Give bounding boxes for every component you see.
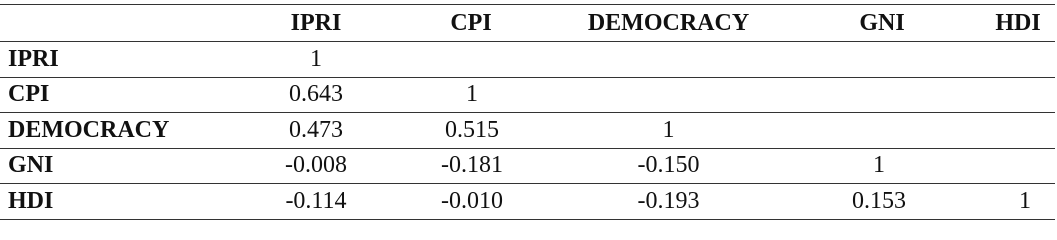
header-row <box>0 5 1055 42</box>
table-cell: 1 <box>793 148 963 184</box>
correlation-table <box>0 4 1055 220</box>
table-cell: -0.008 <box>228 148 412 184</box>
table-cell: 0.515 <box>412 113 548 149</box>
table-row <box>0 77 1055 113</box>
header-corner-cell <box>0 5 228 42</box>
table-cell <box>412 42 548 78</box>
row-label-cpi: CPI <box>0 77 228 113</box>
column-header-hdi: HDI <box>963 5 1055 42</box>
table-cell: -0.114 <box>228 184 412 220</box>
table-cell <box>793 113 963 149</box>
table-cell: 1 <box>228 42 412 78</box>
row-label-democracy: DEMOCRACY <box>0 113 228 149</box>
column-header-ipri: IPRI <box>228 5 412 42</box>
column-header-gni: GNI <box>793 5 963 42</box>
table-cell: 0.153 <box>793 184 963 220</box>
table-row <box>0 113 1055 149</box>
table-cell <box>793 42 963 78</box>
table-cell <box>548 42 793 78</box>
table-cell: 0.643 <box>228 77 412 113</box>
table-cell: 0.473 <box>228 113 412 149</box>
table-cell <box>963 113 1055 149</box>
table-cell <box>793 77 963 113</box>
row-label-hdi: HDI <box>0 184 228 220</box>
table-row <box>0 42 1055 78</box>
table-cell: 1 <box>963 184 1055 220</box>
table-cell: 1 <box>548 113 793 149</box>
table-cell: -0.010 <box>412 184 548 220</box>
table-cell: -0.150 <box>548 148 793 184</box>
column-header-democracy: DEMOCRACY <box>548 5 793 42</box>
table-cell <box>963 42 1055 78</box>
table-cell: 1 <box>412 77 548 113</box>
column-header-cpi: CPI <box>412 5 548 42</box>
table-row <box>0 184 1055 220</box>
row-label-gni: GNI <box>0 148 228 184</box>
row-label-ipri: IPRI <box>0 42 228 78</box>
table-cell: -0.181 <box>412 148 548 184</box>
table-cell <box>963 77 1055 113</box>
table-cell: -0.193 <box>548 184 793 220</box>
table-row <box>0 148 1055 184</box>
table-cell <box>963 148 1055 184</box>
table-cell <box>548 77 793 113</box>
